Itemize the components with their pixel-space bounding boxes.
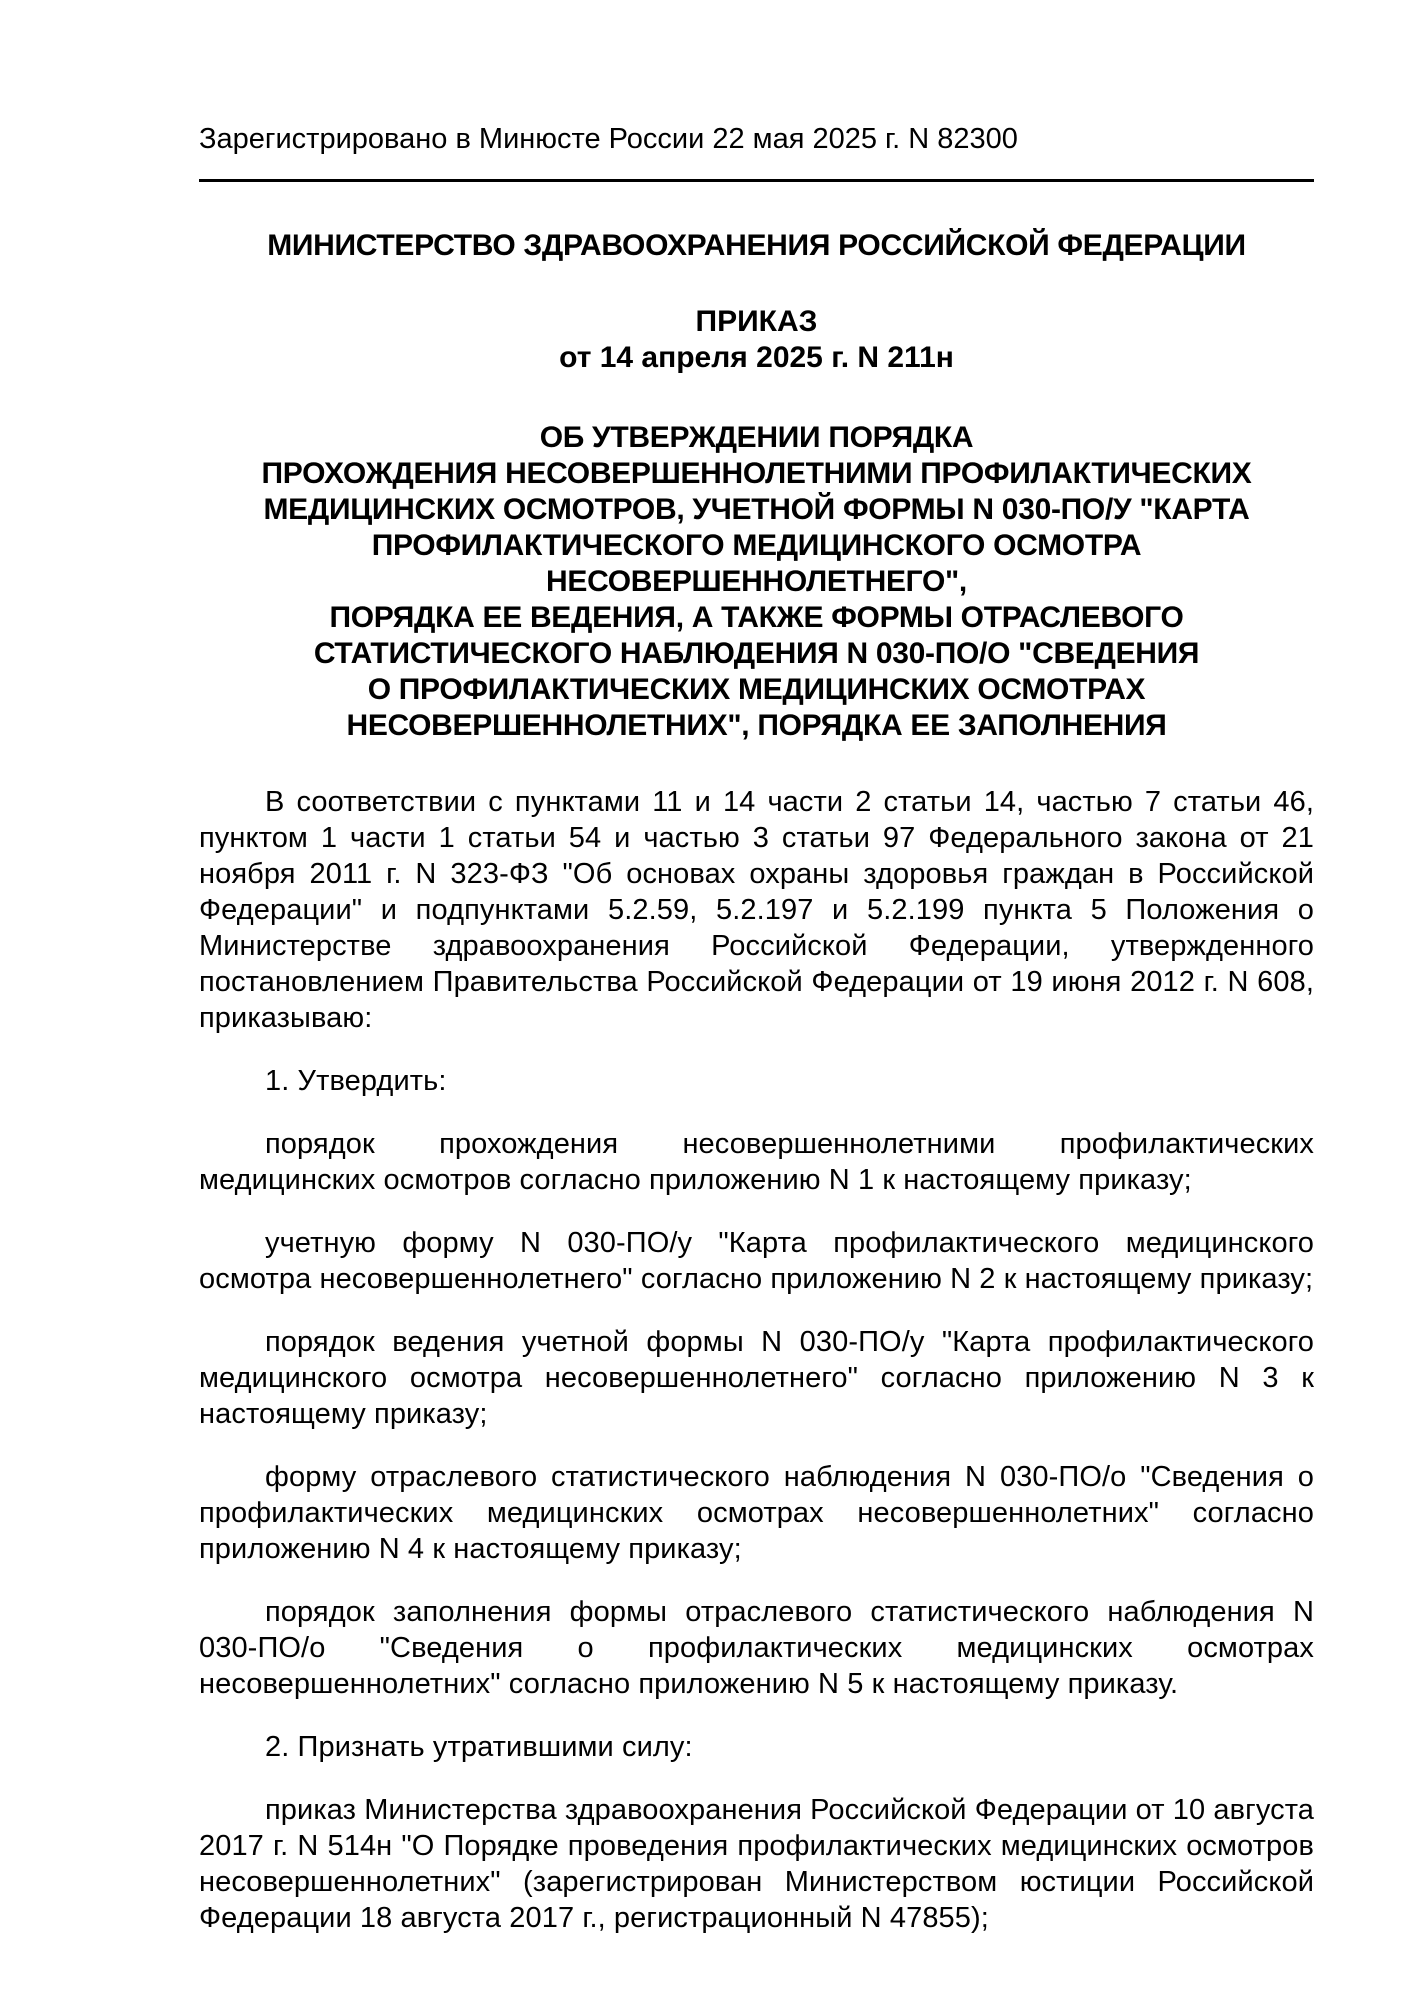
- subject-line: НЕСОВЕРШЕННОЛЕТНИХ", ПОРЯДКА ЕЕ ЗАПОЛНЕНИЯ: [346, 709, 1167, 742]
- approve-item-5: порядок заполнения формы отраслевого статистического наблюдения N 030-ПО/о "Сведения о профилактических медицинских осмотрах несовершеннолетних" согласно приложению N 5 к настоящему приказу.: [199, 1596, 1314, 1700]
- subject-line: ОБ УТВЕРЖДЕНИИ ПОРЯДКА: [539, 421, 974, 454]
- approve-item-3: порядок ведения учетной формы N 030-ПО/у "Карта профилактического медицинского осмотра несовершеннолетнего" согласно приложению N 3 к настоящему приказу;: [199, 1326, 1314, 1430]
- approve-item-1: порядок прохождения несовершеннолетними профилактических медицинских осмотров согласно приложению N 1 к настоящему приказу;: [199, 1128, 1314, 1196]
- header-separator-rule: [199, 179, 1314, 182]
- order-date-line: от 14 апреля 2025 г. N 211н: [559, 341, 954, 374]
- subject-line: ПРОХОЖДЕНИЯ НЕСОВЕРШЕННОЛЕТНИМИ ПРОФИЛАКТИЧЕСКИХ: [261, 457, 1252, 490]
- ministry-heading: МИНИСТЕРСТВО ЗДРАВООХРАНЕНИЯ РОССИЙСКОЙ ФЕДЕРАЦИИ: [267, 229, 1246, 262]
- subject-line: О ПРОФИЛАКТИЧЕСКИХ МЕДИЦИНСКИХ ОСМОТРАХ: [367, 673, 1146, 706]
- subject-title: [199, 420, 1314, 744]
- subject-line: ПОРЯДКА ЕЕ ВЕДЕНИЯ, А ТАКЖЕ ФОРМЫ ОТРАСЛЕВОГО: [329, 601, 1184, 634]
- clause-2-heading: 2. Признать утратившими силу:: [265, 1731, 693, 1763]
- registration-line: Зарегистрировано в Минюсте России 22 мая 2025 г. N 82300: [199, 123, 1018, 155]
- subject-line: ПРОФИЛАКТИЧЕСКОГО МЕДИЦИНСКОГО ОСМОТРА НЕСОВЕРШЕННОЛЕТНЕГО",: [371, 529, 1142, 598]
- repeal-item-1: приказ Министерства здравоохранения Российской Федерации от 10 августа 2017 г. N 514н "О Порядке проведения профилактических медицинских осмотров несовершеннолетних" (зарегистрирован Министерством юстиции Российской Федерации 18 августа 2017 г., регистрационный N 47855);: [199, 1794, 1314, 1934]
- subject-line: МЕДИЦИНСКИХ ОСМОТРОВ, УЧЕТНОЙ ФОРМЫ N 030-ПО/У "КАРТА: [263, 493, 1250, 526]
- subject-line: СТАТИСТИЧЕСКОГО НАБЛЮДЕНИЯ N 030-ПО/О "СВЕДЕНИЯ: [313, 637, 1200, 670]
- preamble-paragraph: В соответствии с пунктами 11 и 14 части 2 статьи 14, частью 7 статьи 46, пунктом 1 части 1 статьи 54 и частью 3 статьи 97 Федерального закона от 21 ноября 2011 г. N 323-ФЗ "Об основах охраны здоровья граждан в Российской Федерации" и подпунктами 5.2.59, 5.2.197 и 5.2.199 пункта 5 Положения о Министерстве здравоохранения Российской Федерации, утвержденного постановлением Правительства Российской Федерации от 19 июня 2012 г. N 608, приказываю:: [199, 786, 1314, 1034]
- order-type-heading: ПРИКАЗ: [695, 305, 818, 338]
- approve-item-4: форму отраслевого статистического наблюдения N 030-ПО/о "Сведения о профилактических медицинских осмотрах несовершеннолетних" согласно приложению N 4 к настоящему приказу;: [199, 1461, 1314, 1565]
- document-body: [199, 784, 1314, 1936]
- approve-item-2: учетную форму N 030-ПО/у "Карта профилактического медицинского осмотра несовершеннолетнего" согласно приложению N 2 к настоящему приказу;: [199, 1227, 1314, 1295]
- clause-1-heading: 1. Утвердить:: [265, 1065, 447, 1097]
